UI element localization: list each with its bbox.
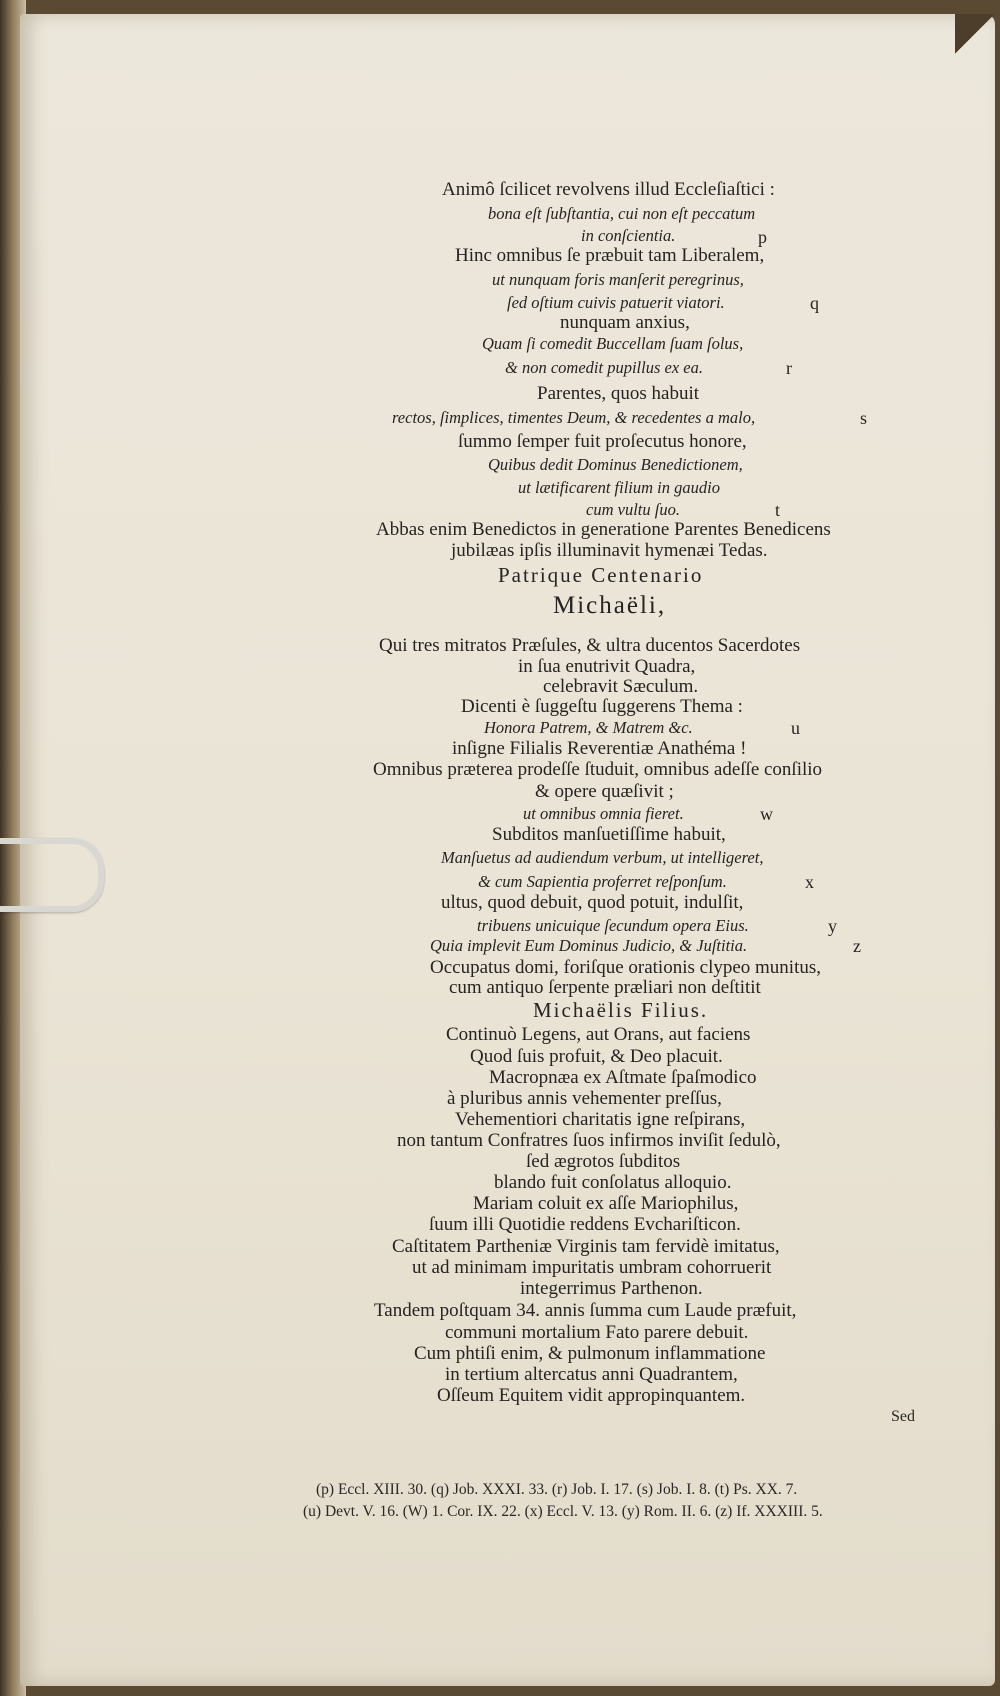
text-line: Occupatus domi, foriſque orationis clypeo munitus,: [430, 957, 822, 978]
text-line: in tertium altercatus anni Quadrantem,: [445, 1364, 738, 1385]
text-line: in conſcientia.: [581, 226, 676, 245]
text-line: Quod ſuis profuit, & Deo placuit.: [470, 1046, 723, 1067]
text-line: Subditos manſuetiſſime habuit,: [492, 824, 726, 845]
text-line: ſed ægrotos ſubditos: [526, 1151, 681, 1172]
text-line: ut ad minimam impuritatis umbram cohorruerit: [412, 1257, 772, 1278]
footnote-marker: p: [758, 227, 767, 247]
text-line: Michaëli,: [553, 592, 667, 619]
text-line: bona eſt ſubſtantia, cui non eſt peccatum: [488, 204, 756, 223]
text-line: ſummo ſemper fuit proſecutus honore,: [458, 431, 747, 452]
text-line: ſuum illi Quotidie reddens Evchariſticon.: [429, 1214, 741, 1235]
text-line: Omnibus præterea prodeſſe ſtuduit, omnibus adeſſe conſilio: [373, 759, 823, 780]
text-line: blando fuit conſolatus alloquio.: [494, 1172, 732, 1193]
text-line: in ſua enutrivit Quadra,: [518, 656, 696, 677]
text-line: Dicenti è ſuggeſtu ſuggerens Thema :: [461, 696, 743, 717]
footnote-marker: q: [810, 293, 819, 313]
text-line: tribuens unicuique ſecundum opera Eius.: [477, 916, 749, 935]
text-line: Michaëlis Filius.: [533, 998, 709, 1022]
text-line: ultus, quod debuit, quod potuit, indulſit,: [441, 892, 744, 913]
text-line: Quibus dedit Dominus Benedictionem,: [488, 455, 743, 474]
text-line: Tandem poſtquam 34. annis ſumma cum Laude præfuit,: [374, 1300, 797, 1321]
text-line: Vehementiori charitatis igne reſpirans,: [455, 1109, 746, 1130]
footnote-marker: x: [805, 872, 814, 892]
footnote-line: (p) Eccl. XIII. 30. (q) Job. XXXI. 33. (r) Job. I. 17. (s) Job. I. 8. (t) Ps. XX. 7.: [316, 1481, 798, 1498]
text-line: à pluribus annis vehementer preſſus,: [447, 1088, 722, 1109]
text-line: Hinc omnibus ſe præbuit tam Liberalem,: [455, 245, 765, 266]
text-line: Animô ſcilicet revolvens illud Eccleſiaſtici :: [442, 179, 775, 200]
text-line: communi mortalium Fato parere debuit.: [445, 1322, 749, 1343]
text-line: ſed oſtium cuivis patuerit viatori.: [507, 293, 725, 312]
footnote-line: (u) Devt. V. 16. (W) 1. Cor. IX. 22. (x) Eccl. V. 13. (y) Rom. II. 6. (z) If. XXXIII. 5.: [303, 1503, 823, 1520]
text-line: celebravit Sæculum.: [543, 676, 699, 697]
text-line: & opere quæſivit ;: [535, 781, 674, 802]
text-line: integerrimus Parthenon.: [520, 1278, 703, 1299]
footnote-marker: z: [853, 936, 861, 956]
text-line: Abbas enim Benedictos in generatione Parentes Benedicens: [376, 519, 831, 540]
text-line: Cum phtiſi enim, & pulmonum inflammatione: [414, 1343, 766, 1364]
text-line: Quam ſi comedit Buccellam ſuam ſolus,: [482, 334, 744, 353]
text-line: inſigne Filialis Reverentiæ Anathéma !: [452, 738, 747, 759]
text-line: Oſſeum Equitem vidit appropinquantem.: [437, 1385, 746, 1406]
catchword: Sed: [891, 1408, 915, 1425]
footnote-marker: s: [860, 408, 868, 428]
text-line: cum vultu ſuo.: [586, 500, 680, 519]
text-line: Qui tres mitratos Præſules, & ultra ducentos Sacerdotes: [379, 635, 801, 656]
text-line: Mariam coluit ex aſſe Mariophilus,: [473, 1193, 739, 1214]
text-line: Caſtitatem Partheniæ Virginis tam fervidè imitatus,: [392, 1236, 780, 1257]
text-line: Manſuetus ad audiendum verbum, ut intelligeret,: [441, 848, 764, 867]
text-line: Parentes, quos habuit: [537, 383, 700, 404]
footnote-marker: w: [760, 804, 773, 824]
text-line: jubilæas ipſis illuminavit hymenæi Tedas.: [451, 540, 768, 561]
torn-corner: [955, 14, 995, 54]
text-line: nunquam anxius,: [560, 312, 690, 333]
text-line: Patrique Centenario: [498, 563, 704, 587]
text-line: Macropnæa ex Aſtmate ſpaſmodico: [489, 1067, 757, 1088]
text-line: Continuò Legens, aut Orans, aut faciens: [446, 1024, 751, 1045]
text-line: & non comedit pupillus ex ea.: [505, 358, 703, 377]
text-line: ut omnibus omnia fieret.: [523, 804, 684, 823]
text-line: rectos, ſimplices, timentes Deum, & recedentes a malo,: [392, 408, 756, 427]
text-line: ut nunquam foris manſerit peregrinus,: [492, 270, 744, 289]
footnote-marker: u: [791, 718, 800, 738]
footnote-marker: t: [775, 500, 781, 520]
text-line: ut lætificarent filium in gaudio: [518, 478, 720, 497]
text-line: Quia implevit Eum Dominus Judicio, & Juſtitia.: [430, 936, 748, 955]
footnote-marker: r: [786, 358, 792, 378]
text-line: non tantum Confratres ſuos infirmos inviſit ſedulò,: [397, 1130, 781, 1151]
text-line: & cum Sapientia proferret reſponſum.: [478, 872, 727, 891]
text-line: Honora Patrem, & Matrem &c.: [484, 718, 693, 737]
footnote-marker: y: [828, 916, 837, 936]
paper-clip: [0, 838, 104, 912]
text-line: cum antiquo ſerpente præliari non deſtitit: [449, 977, 761, 998]
